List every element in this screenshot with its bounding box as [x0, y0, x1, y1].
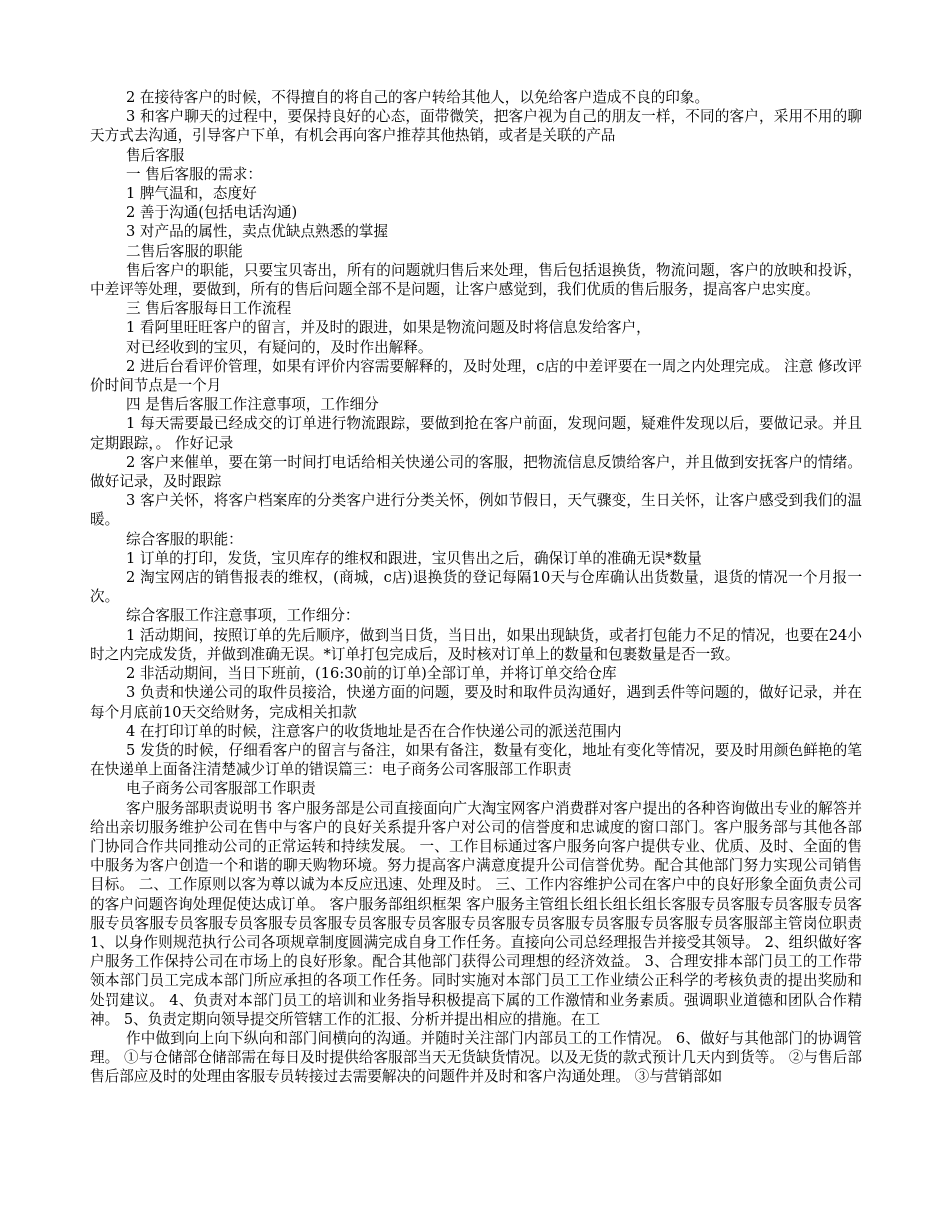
paragraph: 1 每天需要最已经成交的订单进行物流跟踪，要做到抢在客户前面，发现问题，疑难件发现以后，要做记录。并且定期跟踪，。 作好记录: [90, 415, 862, 452]
paragraph: 作中做到向上向下纵向和部门间横向的沟通。并随时关注部门内部员工的工作情况。 6、做好与其他部门的协调管理。 ①与仓储部仓储部需在每日及时提供给客服部当天无货缺货情况。以及无货的款式预计几天内到货等。 ②与售后部售后部应及时的处理由客服专员转接过去需要解决的问题件并及时和客户沟通处理。 ③与营销部如: [90, 1029, 862, 1086]
paragraph: 1 活动期间，按照订单的先后顺序，做到当日货，当日出，如果出现缺货，或者打包能力不足的情况，也要在24小时之内完成发货，并做到准确无误。*订单打包完成后，及时核对订单上的数量和包裹数量是否一致。: [90, 626, 862, 663]
paragraph: 4 在打印订单的时候，注意客户的收货地址是否在合作快递公司的派送范围内: [126, 722, 622, 740]
paragraph: 3 和客户聊天的过程中，要保持良好的心态，面带微笑，把客户视为自己的朋友一样，不同的客户，采用不用的聊天方式去沟通，引导客户下单，有机会再向客户推荐其他热销，或者是关联的产品: [90, 108, 862, 145]
paragraph: 2 非活动期间，当日下班前，(16:30前的订单)全部订单，并将订单交给仓库: [126, 665, 617, 683]
paragraph: 四 是售后客服工作注意事项，工作细分: [126, 396, 379, 414]
paragraph: 1 脾气温和，态度好: [126, 185, 257, 203]
paragraph: 1 看阿里旺旺客户的留言，并及时的跟进，如果是物流问题及时将信息发给客户，: [126, 319, 651, 337]
paragraph: 售后客服: [126, 146, 185, 164]
paragraph: 3 客户关怀，将客户档案库的分类客户进行分类关怀，例如节假日，天气骤变，生日关怀，让客户感受到我们的温暖。: [90, 492, 862, 529]
paragraph: 二售后客服的职能: [126, 242, 243, 260]
paragraph: 客户服务部职责说明书 客户服务部是公司直接面向广大淘宝网客户消费群对客户提出的各种咨询做出专业的解答并给出亲切服务维护公司在售中与客户的良好关系提升客户对公司的信誉度和忠诚度的窗口部门。客户服务部与其他各部门协同合作共同推动公司的正常运转和持续发展。 一、工作目标通过客户服务向客户提供专业、优质、及时、全面的售中服务为客户创造一个和谐的聊天购物环境。努力提高客户满意度提升公司信誉优势。配合其他部门努力实现公司销售目标。 二、工作原则以客为尊以诚为本反应迅速、处理及时。 三、工作内容维护公司在客户中的良好形象全面负责公司的客户问题咨询处理促使达成订单。 客户服务部组织框架 客户服务主管组长组长组长组长客服专员客服专员客服专员客服专员客服专员客服专员客服专员客服专员客服专员客服专员客服专员客服专员客服专员客服专员客服部主管岗位职责 1、以身作则规范执行公司各项规章制度圆满完成自身工作任务。直接向公司总经理报告并接受其领导。 2、组织做好客户服务工作保持公司在市场上的良好形象。配合其他部门获得公司理想的经济效益。 3、合理安排本部门员工的工作带领本部门员工完成本部门所应承担的各项工作任务。同时实施对本部门员工工作业绩公正科学的考核负责的提出奖励和处罚建议。 4、负责对本部门员工的培训和业务指导积极提高下属的工作激情和业务素质。强调职业道德和团队合作精神。 5、负责定期向领导提交所管辖工作的汇报、分析并提出相应的措施。在工: [90, 799, 862, 1028]
paragraph: 2 在接待客户的时候，不得擅自的将自己的客户转给其他人，以免给客户造成不良的印象。: [126, 89, 710, 106]
paragraph: 售后客户的职能，只要宝贝寄出，所有的问题就归售后来处理，售后包括退换货，物流问题，客户的放映和投诉，中差评等处理，要做到，所有的售后问题全部不是问题，让客户感觉到，我们优质的售后服务，提高客户忠实度。: [90, 261, 862, 299]
paragraph: 2 进后台看评价管理，如果有评价内容需要解释的，及时处理，c店的中差评要在一周之内处理完成。 注意 修改评价时间节点是一个月: [90, 357, 862, 395]
document-page: [90, 88, 862, 1087]
paragraph: 综合客服工作注意事项，工作细分：: [126, 607, 360, 625]
paragraph: 对已经收到的宝贝，有疑问的，及时作出解释。: [126, 338, 433, 356]
paragraph: 综合客服的职能：: [126, 530, 243, 548]
paragraph: 5 发货的时候，仔细看客户的留言与备注，如果有备注，数量有变化，地址有变化等情况，要及时用颜色鲜艳的笔在快递单上面备注清楚减少订单的错误篇三：电子商务公司客服部工作职责: [90, 741, 862, 779]
paragraph: 1 订单的打印，发货，宝贝库存的维权和跟进，宝贝售出之后，确保订单的准确无误*数量: [126, 549, 702, 567]
paragraph: 2 客户来催单，要在第一时间打电话给相关快递公司的客服，把物流信息反馈给客户，并且做到安抚客户的情绪。 做好记录，及时跟踪: [90, 453, 862, 491]
paragraph: 电子商务公司客服部工作职责: [126, 780, 316, 798]
paragraph: 2 淘宝网店的销售报表的维权，(商城，c店)退换货的登记每隔10天与仓库确认出货数量，退货的情况一个月报一次。: [90, 569, 862, 606]
paragraph: 3 负责和快递公司的取件员接洽，快递方面的问题，要及时和取件员沟通好，遇到丢件等问题的，做好记录，并在每个月底前10天交给财务，完成相关扣款: [90, 684, 862, 721]
paragraph: 2 善于沟通(包括电话沟通): [126, 204, 298, 222]
paragraph: 3 对产品的属性，卖点优缺点熟悉的掌握: [126, 223, 389, 241]
paragraph: 一 售后客服的需求：: [126, 165, 262, 183]
paragraph: 三 售后客服每日工作流程: [126, 300, 292, 318]
